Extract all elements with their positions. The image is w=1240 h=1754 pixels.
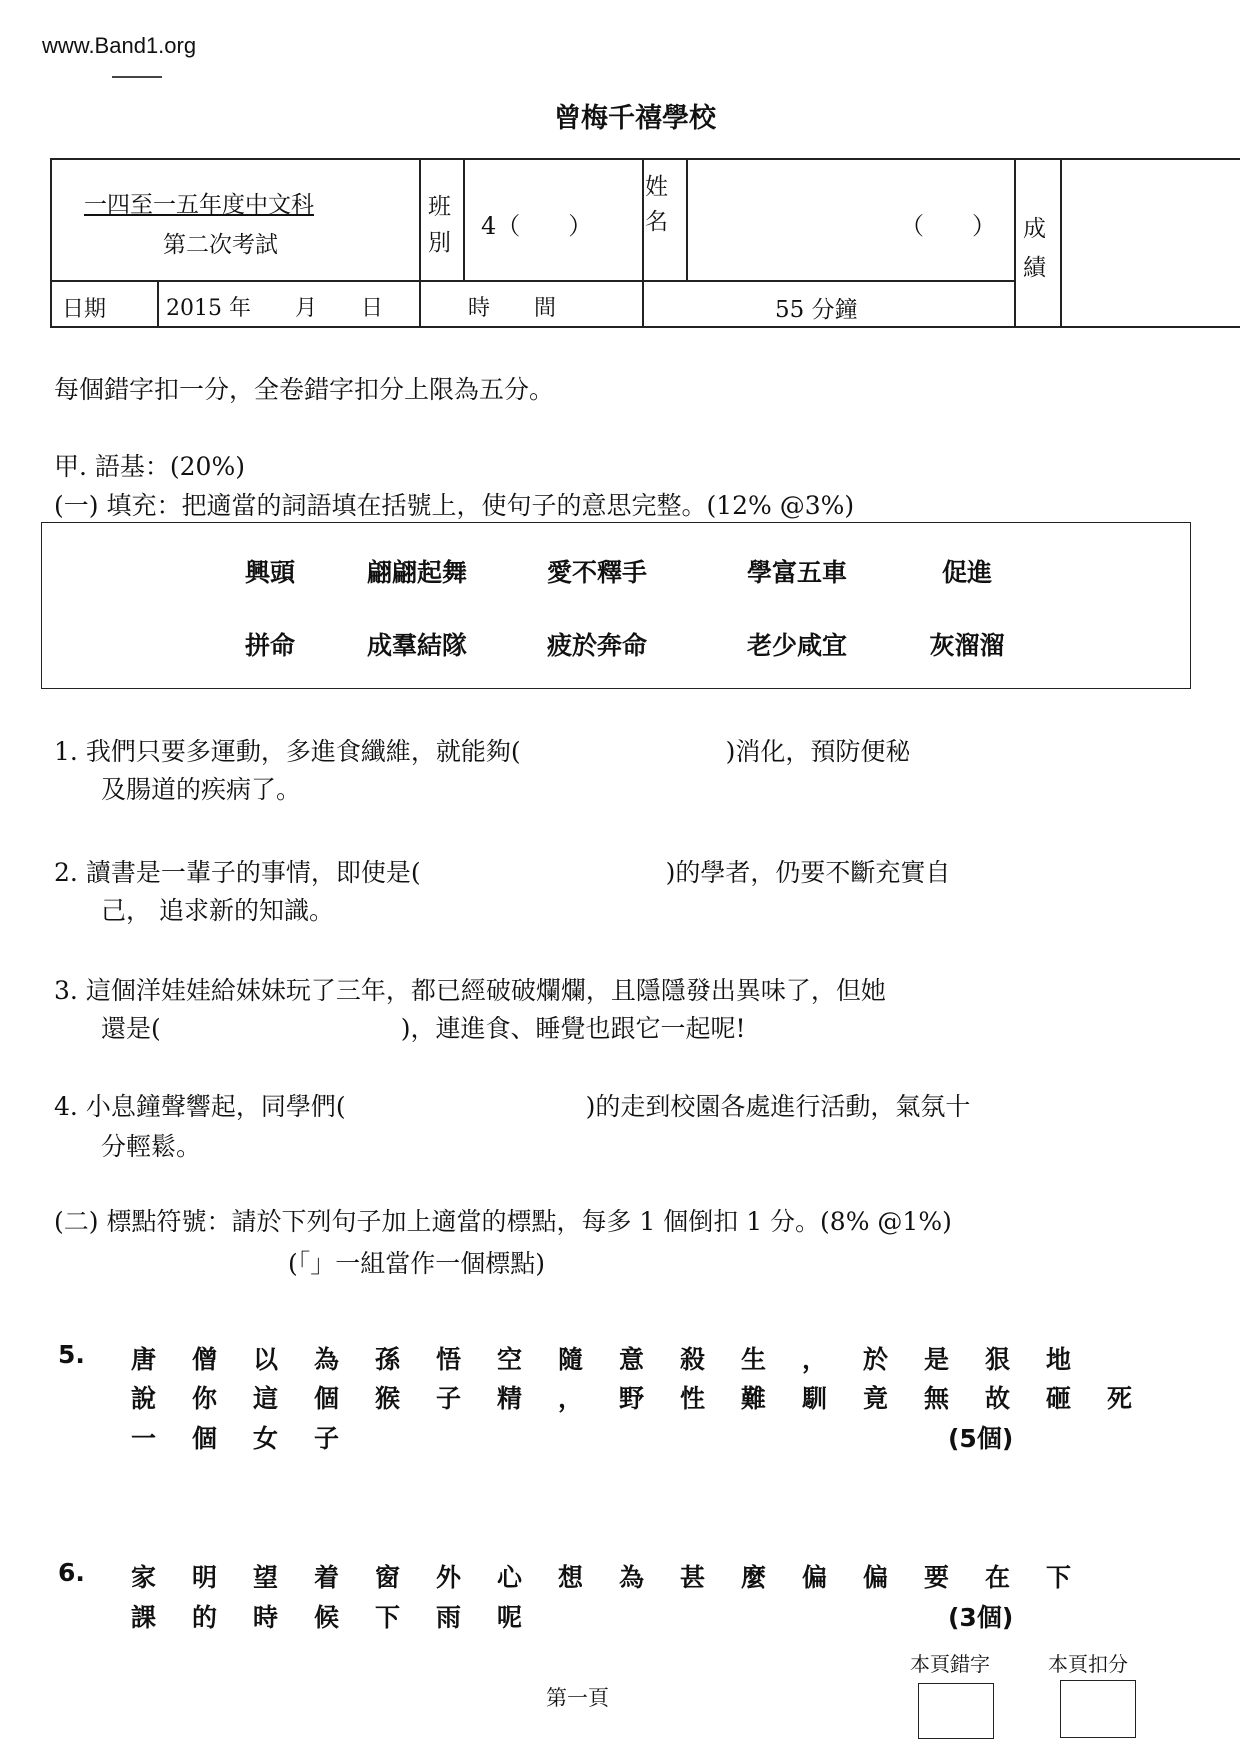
question-text: 我們只要多運動，多進食纖維，就能夠( (85, 737, 521, 766)
part2-title: (二) 標點符號：請於下列句子加上適當的標點，每多 1 個倒扣 1 分。(8% @1%) (54, 1207, 952, 1236)
question-4-line2: 分輕鬆。 (101, 1132, 202, 1161)
question-number: 1. (54, 737, 78, 766)
question-number: 2. (54, 858, 78, 887)
question-5-line1: 唐僧以為孫悟空隨意殺生，於是狠地 (131, 1345, 1108, 1374)
time-label: 時 間 (468, 296, 557, 321)
question-3-line2 (101, 1009, 746, 1045)
question-number: 3. (54, 976, 78, 1005)
notice: 每個錯字扣一分，全卷錯字扣分上限為五分。 (54, 375, 555, 404)
date-label: 日期 (62, 297, 107, 322)
class-field[interactable]: 4（ ） (481, 212, 593, 240)
question-4 (54, 1087, 970, 1123)
question-1-line2: 及腸道的疾病了。 (101, 775, 302, 804)
word-bank-item: 興頭 (244, 558, 295, 587)
question-6-line1: 家明望着窗外心想為甚麼偏偏要在下 (131, 1563, 1108, 1592)
word-bank (41, 522, 1191, 689)
watermark: www.Band1.org (42, 33, 197, 58)
question-text: 讀書是一輩子的事情，即使是( (85, 858, 421, 887)
word-bank-item: 愛不釋手 (546, 558, 647, 587)
exam-name: 第二次考試 (163, 232, 278, 258)
school-title: 曾梅千禧學校 (554, 103, 716, 134)
deduct-label: 本頁扣分 (1048, 1652, 1128, 1676)
wrong-chars-label: 本頁錯字 (910, 1652, 990, 1676)
question-text: )的學者，仍要不斷充實自 (665, 858, 951, 887)
question-5-line2: 說你這個猴子精，野性難馴竟無故砸死 (131, 1384, 1169, 1413)
name-label: 姓 (645, 174, 668, 200)
word-bank-item: 老少咸宜 (746, 631, 847, 660)
question-number: 4. (54, 1092, 78, 1121)
question-text: 小息鐘聲響起，同學們( (85, 1092, 346, 1121)
name-label-2: 名 (645, 209, 668, 235)
question-5-line3: 一個女子 (131, 1424, 376, 1453)
question-3 (54, 971, 886, 1007)
word-bank-item: 灰溜溜 (929, 631, 1005, 660)
score-label-2: 績 (1023, 255, 1046, 281)
part1-title: (一) 填充：把適當的詞語填在括號上，使句子的意思完整。(12% @3%) (54, 491, 855, 520)
class-label-2: 別 (428, 230, 451, 256)
word-bank-item: 疲於奔命 (546, 631, 647, 660)
question-2 (54, 853, 950, 889)
class-label: 班 (428, 194, 451, 220)
wrong-chars-box[interactable] (918, 1683, 994, 1739)
part2-note: (「」一組當作一個標點) (288, 1249, 546, 1278)
score-label: 成 (1023, 216, 1046, 242)
question-1 (54, 732, 910, 768)
question-5-count: (5個) (948, 1424, 1014, 1453)
section-a-title: 甲. 語基：(20%) (54, 452, 245, 481)
question-2-line2: 己， 追求新的知識。 (101, 896, 334, 925)
word-bank-item: 拼命 (244, 631, 295, 660)
time-value: 55 分鐘 (775, 297, 858, 323)
deduct-box[interactable] (1060, 1680, 1136, 1738)
exam-year-subject: 一四至一五年度中文科 (84, 192, 314, 218)
question-text: 這個洋娃娃給妹妹玩了三年，都已經破破爛爛，且隱隱發出異味了，但她 (85, 976, 886, 1005)
word-bank-item: 成羣結隊 (366, 631, 467, 660)
question-6-line2: 課的時候下雨呢 (131, 1603, 559, 1632)
date-field[interactable]: 2015 年 月 日 (166, 296, 383, 321)
scan-mark (112, 76, 162, 78)
question-5-number: 5. (58, 1340, 85, 1369)
name-field[interactable]: （ ） (900, 212, 996, 240)
word-bank-item: 學富五車 (746, 558, 847, 587)
word-bank-item: 促進 (941, 558, 992, 587)
question-text: )消化，預防便秘 (725, 737, 911, 766)
question-text: 還是( (101, 1014, 161, 1043)
page-number: 第一頁 (546, 1686, 609, 1710)
question-6-count: (3個) (948, 1603, 1014, 1632)
question-6-number: 6. (58, 1558, 85, 1587)
word-bank-item: 翩翩起舞 (366, 558, 467, 587)
question-text: )，連進食、睡覺也跟它一起呢! (400, 1014, 746, 1043)
question-text: )的走到校園各處進行活動，氣氛十 (585, 1092, 971, 1121)
